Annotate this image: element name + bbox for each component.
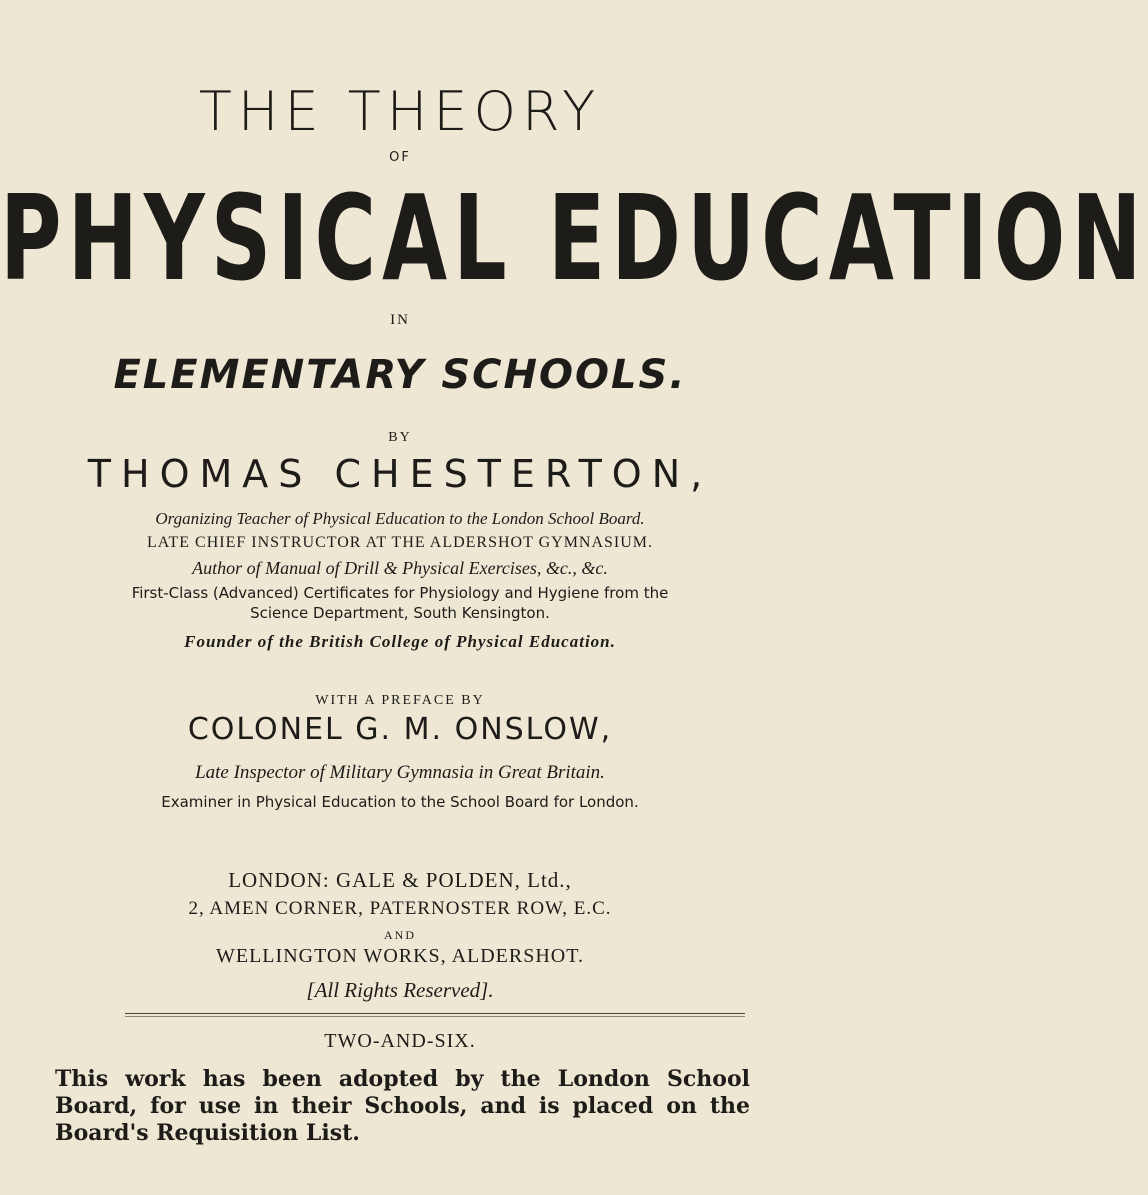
preface-intro: WITH A PREFACE BY xyxy=(315,693,485,708)
author-credential-3: Author of Manual of Drill & Physical Exercises, &c., &c. xyxy=(192,558,608,578)
preface-author-name: COLONEL G. M. ONSLOW, xyxy=(187,712,613,747)
title-line-2: PHYSICAL EDUCATION xyxy=(0,170,1148,308)
adoption-notice: This work has been adopted by the London School Board, for use in their Schools, and is placed on the Board's Requisition List. xyxy=(55,1066,750,1146)
title-line-1: THE THEORY xyxy=(198,80,602,143)
by-label: BY xyxy=(388,430,412,445)
rights-notice: [All Rights Reserved]. xyxy=(306,978,494,1002)
preface-author-role-2: Examiner in Physical Education to the School Board for London. xyxy=(161,793,639,811)
title-of: OF xyxy=(389,150,411,165)
publisher-line-1: LONDON: GALE & POLDEN, Ltd., xyxy=(228,868,572,892)
publisher-line-3: WELLINGTON WORKS, ALDERSHOT. xyxy=(216,945,584,967)
author-credential-6: Founder of the British College of Physical Education. xyxy=(184,632,616,651)
publisher-and: AND xyxy=(384,928,416,942)
title-in: IN xyxy=(390,312,410,328)
author-credential-5: Science Department, South Kensington. xyxy=(250,604,550,622)
author-credential-4: First-Class (Advanced) Certificates for Physiology and Hygiene from the xyxy=(131,584,669,602)
divider-rule-secondary xyxy=(125,1016,745,1017)
author-credential-1: Organizing Teacher of Physical Education to the London School Board. xyxy=(155,509,645,528)
author-name: THOMAS CHESTERTON, xyxy=(87,452,713,496)
publisher-line-2: 2, AMEN CORNER, PATERNOSTER ROW, E.C. xyxy=(188,898,612,919)
title-line-3: ELEMENTARY SCHOOLS. xyxy=(113,352,687,398)
price: TWO-AND-SIX. xyxy=(324,1030,476,1052)
preface-author-role-1: Late Inspector of Military Gymnasia in Great Britain. xyxy=(195,762,605,783)
divider-rule xyxy=(125,1013,745,1014)
author-credential-2: LATE CHIEF INSTRUCTOR AT THE ALDERSHOT GYMNASIUM. xyxy=(146,534,654,551)
